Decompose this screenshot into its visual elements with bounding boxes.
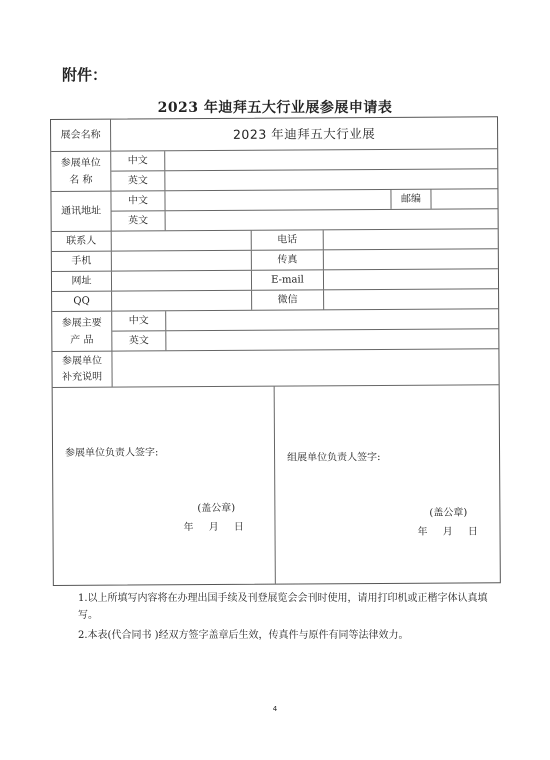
company-en-field[interactable] — [165, 169, 497, 190]
organizer-signature-box[interactable] — [275, 385, 500, 583]
email-label: E-mail — [252, 270, 324, 289]
mobile-row — [52, 249, 498, 272]
contact-label: 联系人 — [52, 232, 112, 251]
products-label: 参展主要 产 品 — [52, 312, 112, 352]
contact-field[interactable] — [112, 231, 252, 251]
qq-field[interactable] — [112, 291, 252, 311]
products-cn-label: 中文 — [112, 311, 166, 330]
address-cn-field[interactable] — [165, 190, 391, 210]
fax-field[interactable] — [324, 249, 498, 269]
mobile-field[interactable] — [112, 251, 252, 271]
mobile-label: 手机 — [52, 252, 112, 271]
signature-area — [53, 385, 500, 585]
attachment-label: 附件： — [62, 66, 108, 84]
exhibitor-date: 年 月 日 — [183, 521, 244, 534]
address-en-label: 英文 — [112, 211, 166, 230]
company-name-en-row — [111, 169, 497, 191]
website-field[interactable] — [112, 271, 252, 291]
company-name-label: 参展单位 名 称 — [51, 152, 111, 192]
address-en-field[interactable] — [166, 209, 498, 230]
exhibition-row — [51, 117, 497, 152]
company-cn-field[interactable] — [165, 149, 497, 170]
website-row — [52, 269, 498, 292]
products-en-row — [112, 329, 498, 351]
company-cn-label: 中文 — [111, 151, 165, 170]
exhibition-name-label: 展会名称 — [51, 120, 111, 151]
document-title: 2023 年迪拜五大行业展参展申请表 — [157, 100, 393, 116]
phone-field[interactable] — [324, 229, 498, 249]
exhibitor-signature-box[interactable] — [53, 387, 276, 585]
address-cn-row — [111, 189, 497, 211]
supplement-field[interactable] — [112, 349, 498, 386]
organizer-date: 年 月 日 — [417, 526, 478, 538]
exhibitor-seal-text: (盖公章) — [197, 502, 236, 515]
company-name-cn-row — [111, 149, 497, 171]
wechat-label: 微信 — [252, 290, 324, 309]
products-cn-field[interactable] — [166, 309, 498, 330]
supplement-row — [52, 349, 498, 388]
wechat-field[interactable] — [324, 289, 498, 309]
products-cn-row — [112, 309, 498, 331]
postcode-label: 邮编 — [391, 190, 431, 209]
contact-row — [52, 229, 498, 252]
website-label: 网址 — [52, 272, 112, 291]
products-en-label: 英文 — [112, 331, 166, 350]
qq-label: QQ — [52, 292, 112, 311]
supplement-label: 参展单位 补充说明 — [52, 352, 112, 387]
exhibition-name-value: 2023 年迪拜五大行业展 — [232, 125, 376, 142]
address-cn-label: 中文 — [111, 191, 165, 210]
company-en-label: 英文 — [111, 171, 165, 190]
exhibitor-sign-label: 参展单位负责人签字: — [65, 447, 159, 459]
address-en-row — [112, 209, 498, 231]
postcode-field[interactable] — [431, 189, 497, 208]
address-label: 通讯地址 — [51, 192, 111, 232]
note-1: 1.以上所填写内容将在办理出国手续及刊登展览会会刊时使用，请用打印机或正楷字体认真填写。 — [78, 593, 488, 621]
products-en-field[interactable] — [166, 329, 498, 350]
qq-row — [52, 289, 498, 312]
fax-label: 传真 — [252, 250, 324, 269]
notes — [78, 591, 488, 649]
page-number: 4 — [272, 705, 278, 713]
phone-label: 电话 — [252, 230, 324, 249]
organizer-sign-label: 组展单位负责人签字: — [287, 451, 381, 464]
note-2: 2.本表(代合同书 )经双方签字盖章后生效，传真件与原件有同等法律效力。 — [78, 630, 409, 641]
email-field[interactable] — [324, 269, 498, 289]
organizer-seal-text: (盖公章) — [429, 507, 468, 519]
application-form — [50, 116, 501, 586]
